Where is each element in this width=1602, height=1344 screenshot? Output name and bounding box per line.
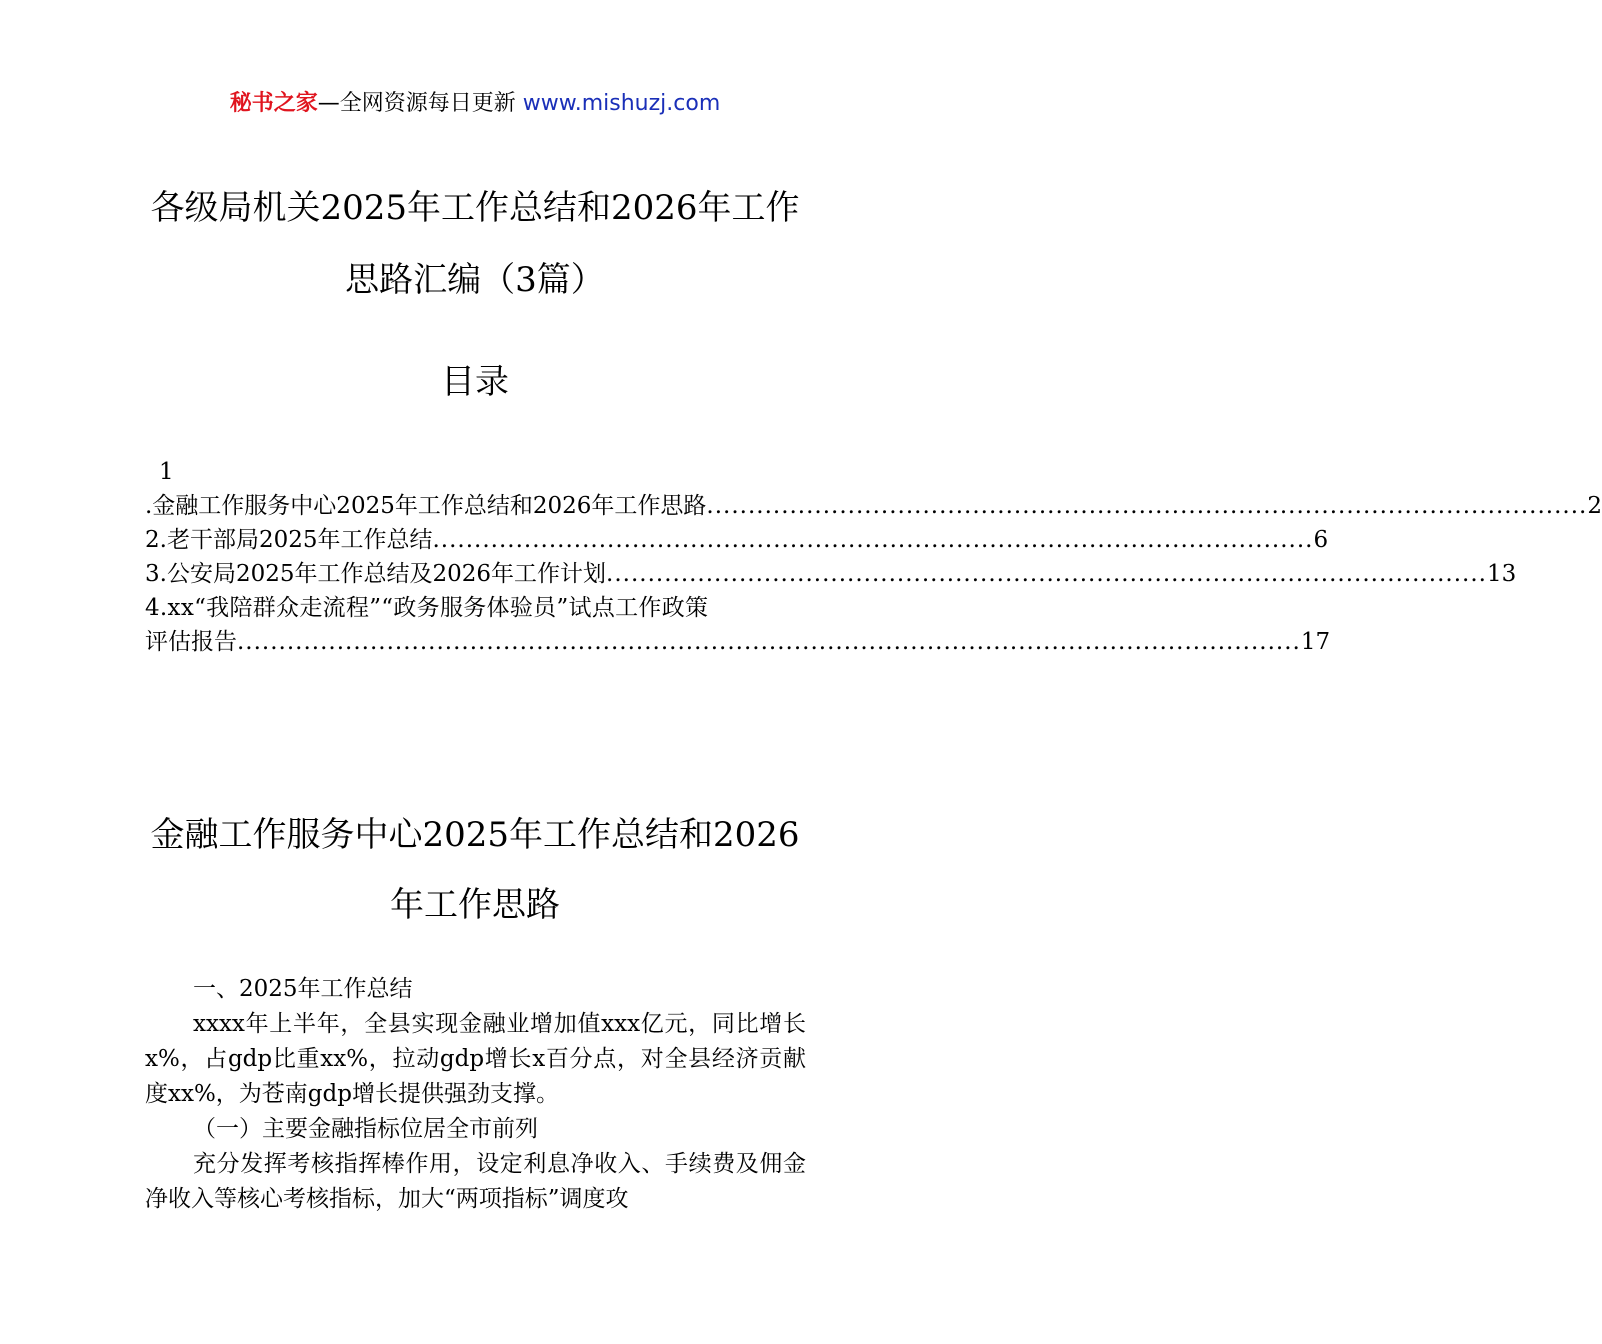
toc-leader-dots: .......................................................................................................... — [432, 527, 1314, 553]
table-of-contents — [145, 455, 1602, 659]
toc-item-label: 评估报告 — [145, 629, 237, 655]
toc-item-1-number: 1 — [159, 459, 174, 485]
site-url-link[interactable]: www.mishuzj.com — [522, 91, 721, 116]
section-heading-1: 一、2025年工作总结 — [193, 976, 413, 1002]
toc-item-page: 2 — [1587, 493, 1602, 519]
document-title-line-1: 各级局机关2025年工作总结和2026年工作 — [150, 188, 800, 228]
toc-item-2[interactable] — [145, 523, 1329, 557]
toc-item-label: 3.公安局2025年工作总结及2026年工作计划 — [145, 561, 607, 587]
toc-item-page: 6 — [1313, 527, 1329, 553]
toc-item-1[interactable] — [145, 489, 1602, 523]
brand-name: 秘书之家 — [229, 91, 318, 116]
document-title-line-2: 思路汇编（3篇） — [345, 260, 605, 300]
header-slogan: —全网资源每日更新 — [317, 91, 516, 116]
toc-item-label: .金融工作服务中心2025年工作总结和2026年工作思路 — [145, 493, 707, 519]
paragraph-1: xxxx年上半年，全县实现金融业增加值xxx亿元，同比增长x%，占gdp比重xx%，拉动gdp增长x百分点，对全县经济贡献度xx%，为苍南gdp增长提供强劲支撑。 — [145, 1011, 806, 1107]
section-title-line-1: 金融工作服务中心2025年工作总结和2026 — [150, 815, 800, 855]
section-heading-2: （一）主要金融指标位居全市前列 — [193, 1116, 538, 1142]
site-header — [0, 88, 950, 120]
toc-heading: 目录 — [441, 362, 509, 402]
toc-item-4-line-1[interactable]: 4.xx“我陪群众走流程”“政务服务体验员”试点工作政策 — [145, 595, 709, 621]
toc-leader-dots: .......................................................................................................... — [706, 493, 1588, 519]
toc-item-label: 2.老干部局2025年工作总结 — [145, 527, 433, 553]
toc-item-page: 17 — [1300, 629, 1331, 655]
section-body — [145, 972, 806, 1217]
toc-item-page: 13 — [1487, 561, 1517, 587]
toc-item-4[interactable] — [145, 625, 1331, 659]
paragraph-2: 充分发挥考核指挥棒作用，设定利息净收入、手续费及佣金净收入等核心考核指标，加大“两项指标”调度攻 — [145, 1151, 806, 1212]
toc-item-3[interactable] — [145, 557, 1517, 591]
section-title-line-2: 年工作思路 — [390, 885, 560, 925]
toc-leader-dots: ................................................................................................................................ — [237, 629, 1301, 655]
toc-leader-dots: .......................................................................................................... — [606, 561, 1487, 587]
